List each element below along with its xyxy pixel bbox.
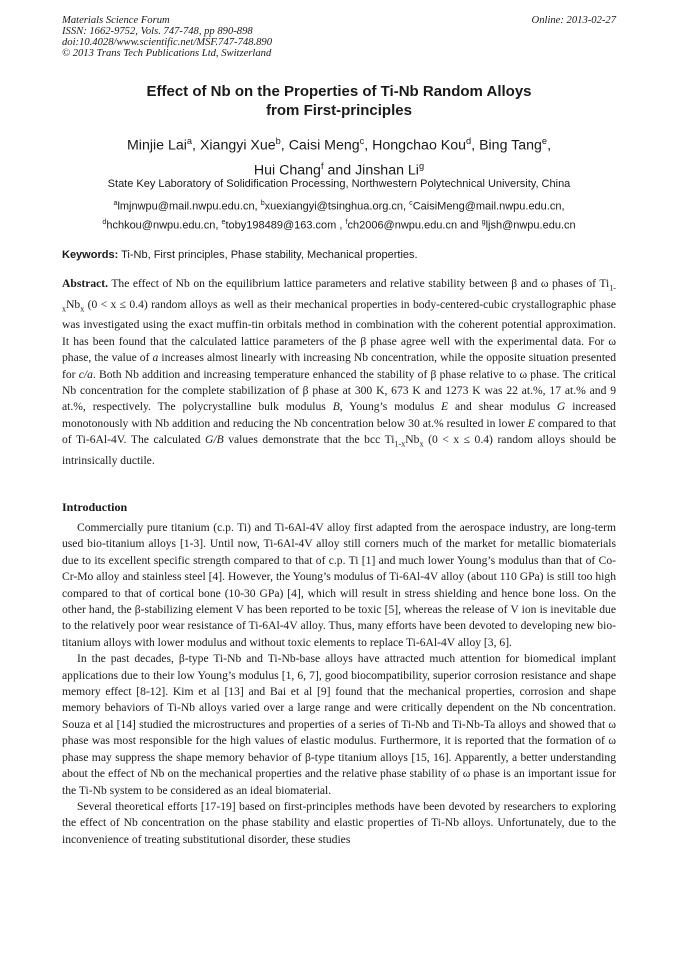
email-mark: g <box>481 217 486 226</box>
paragraph: In the past decades, β-type Ti-Nb and Ti-Nb-base alloys have attracted much attention for biomedical implant applications due to their low Young’s modulus [1, 6, 7], good biocompatibility, superior corrosion resistance and shape memory effect [8-12]. Kim et al [13] and Bai et al [9] found that the mechanical properties, corrosion and shape memory behaviors of Ti-Nb alloys varied over a large range and were critically dependent on the Nb concentration. Souza et al [14] studied the microstructures and properties of a series of Ti-Nb and Ti-Nb-Ta alloys and showed that ω phase was most responsible for the high values of elastic modulus. Furthermore, it is reported that the formation of ω phase may suppress the shape memory behavior of β-type titanium alloys [15, 16]. Apparently, a better understanding about the effect of Nb on the mechanical properties and the relative phase stability of ω phase is an important issue for the Ti-Nb system to be considered as an ideal biomaterial. <box>62 652 616 797</box>
email-link[interactable]: lmjnwpu@mail.nwpu.edu.cn, <box>117 200 258 213</box>
email-conjunction: and <box>460 219 479 232</box>
abstract-text: Nb <box>405 433 420 447</box>
email-link[interactable]: xuexiangyi@tsinghua.org.cn, <box>264 200 407 213</box>
email-mark: b <box>260 199 265 207</box>
author-name: Minjie Lai <box>126 137 187 154</box>
author-list <box>40 131 638 180</box>
email-mark: c <box>409 199 413 207</box>
abstract-text: values demonstrate that the bcc Ti <box>228 433 395 447</box>
abstract <box>62 276 616 469</box>
emails-line-1 <box>40 196 638 215</box>
author-name: Xiangyi Xue <box>199 137 276 154</box>
author-name: Bing Tang <box>479 137 542 154</box>
keywords-label: Keywords: <box>62 249 119 261</box>
math-variable: E <box>441 400 449 414</box>
abstract-text: Nb <box>66 297 81 311</box>
abstract-label: Abstract. <box>62 277 109 290</box>
keywords <box>62 248 618 262</box>
keywords-text: Ti-Nb, First principles, Phase stability, Mechanical properties. <box>121 249 418 261</box>
title-line-1: Effect of Nb on the Properties of Ti-Nb Random Alloys <box>146 83 532 100</box>
abstract-text: (0 < x ≤ 0.4) random alloys as well as their mechanical properties in body-centered-cubic crystallographic phase was investigated using the exact muffin-tin orbitals method in combination with the coherent potential approximation. It has been found that the calculated lattice parameters of the β phase agree well with the experimental data. For ω phase, the value of <box>62 297 616 365</box>
abstract-text: increased monotonously with Nb addition and reducing the Nb concentration below 30 at.% resulted in lower <box>62 400 616 430</box>
abstract-text: and shear modulus <box>455 400 550 414</box>
section-heading-introduction: Introduction <box>62 500 128 514</box>
math-variable: G/B <box>204 433 224 447</box>
author-name: Caisi Meng <box>288 137 360 154</box>
subscript: x <box>419 439 424 449</box>
author-mark: c <box>359 136 365 146</box>
introduction-body <box>62 520 616 848</box>
author-name: Jinshan Li <box>355 162 419 179</box>
emails-line-2 <box>40 215 638 234</box>
author-conjunction: and <box>327 162 352 179</box>
authors-line-1: Minjie Lai$^a$, Xiangyi Xue$^b$, Caisi Meng$^c$, Hongchao Kou$^d$, Bing Tang$^e$, <box>126 136 552 154</box>
math-variable: a <box>152 351 159 365</box>
abstract-text: compared to that of Ti-6Al-4V. The calculated <box>62 416 616 447</box>
paper-title <box>40 82 638 120</box>
email-link[interactable]: ljsh@nwpu.edu.cn <box>485 219 576 232</box>
abstract-text: increases almost linearly with increasing Nb concentration, while the opposite situation presented for <box>62 351 617 381</box>
email-mark: a <box>113 199 118 207</box>
journal-header <box>62 15 616 59</box>
title-line-2: from First-principles <box>266 102 412 119</box>
paragraph: Several theoretical efforts [17-19] based on first-principles methods have been devoted by researchers to exploring the effect of Nb concentration on the phase stability and elastic properties of Ti-Nb alloys. Unfortunately, due to the inconvenience of treating substitutional disorder, these studies <box>62 799 616 846</box>
author-mark: b <box>275 136 281 146</box>
online-date: Online: 2013-02-27 <box>531 15 616 26</box>
affiliation: State Key Laboratory of Solidification Processing, Northwestern Polytechnical University, China <box>107 178 571 190</box>
email-link[interactable]: CaisiMeng@mail.nwpu.edu.cn, <box>412 200 565 213</box>
doi-line: doi:10.4028/www.scientific.net/MSF.747-748.890 <box>62 37 272 48</box>
email-mark: e <box>221 217 226 226</box>
email-mark: f <box>345 217 348 226</box>
math-variable: G <box>556 400 566 414</box>
email-link[interactable]: toby198489@163.com , <box>225 219 343 232</box>
email-mark: d <box>102 217 107 226</box>
email-link[interactable]: ch2006@nwpu.edu.cn <box>347 219 458 232</box>
subscript: x <box>80 304 85 314</box>
math-variable: c/a <box>78 367 93 381</box>
math-variable: E <box>527 416 535 430</box>
author-mark: f <box>320 160 324 171</box>
author-mark: e <box>541 136 548 146</box>
abstract-text: The effect of Nb on the equilibrium lattice parameters and relative stability between β and ω phases of Ti <box>111 277 610 290</box>
abstract-text: (0 < x ≤ 0.4) random alloys should be intrinsically ductile. <box>62 433 617 467</box>
abstract-text: . Both Nb addition and increasing temperature enhanced the stability of β phase relative to ω phase. The critical Nb concentration for the complete stabilization of β phase at 300 K, 673 K and 1273 K was 22 at.%, 17 at.% and 9 at.%, respectively. The polycrystalline bulk modulus <box>62 367 616 414</box>
subscript: 1-x <box>394 439 406 449</box>
author-mark: g <box>418 160 425 171</box>
abstract-text: , Young’s modulus <box>339 400 435 414</box>
paragraph: Commercially pure titanium (c.p. Ti) and Ti-6Al-4V alloy first adapted from the aerospace industry, are long-term used bio-titanium alloys [1-3]. Until now, Ti-6Al-4V alloy still corners much of the market for metallic biomaterials due to its excellent specific strength compared to that of c.p. Ti [1] and much lower Young’s modulus than that of Co-Cr-Mo alloy and stainless steel [4]. However, the Young’s modulus of Ti-6Al-4V alloy (about 110 GPa) is still too high compared to that of cortical bone (10-30 GPa) [4], which will result in stress shielding and hence bone loss. On the other hand, the β-stabilizing element V has been reported to be toxic [5], whereas the release of V ion is inevitable due to the relatively poor wear resistance of Ti-6Al-4V alloy. Thus, many efforts have been devoted to developing new bio-titanium alloys with lower modulus and without toxic elements to replace Ti-6Al-4V alloy [3, 6]. <box>62 521 616 649</box>
email-list <box>40 196 638 233</box>
author-name: Hui Chang <box>253 162 321 179</box>
author-name: Hongchao Kou <box>372 137 467 154</box>
copyright-line: © 2013 Trans Tech Publications Ltd, Switzerland <box>62 48 272 59</box>
author-mark: d <box>466 136 472 146</box>
issn-line: ISSN: 1662-9752, Vols. 747-748, pp 890-898 <box>62 26 253 37</box>
math-variable: B <box>332 400 340 414</box>
subscript: 1-x <box>62 283 616 314</box>
email-link[interactable]: hchkou@nwpu.edu.cn, <box>106 219 219 232</box>
author-mark: a <box>186 136 193 146</box>
journal-name: Materials Science Forum <box>62 15 170 26</box>
